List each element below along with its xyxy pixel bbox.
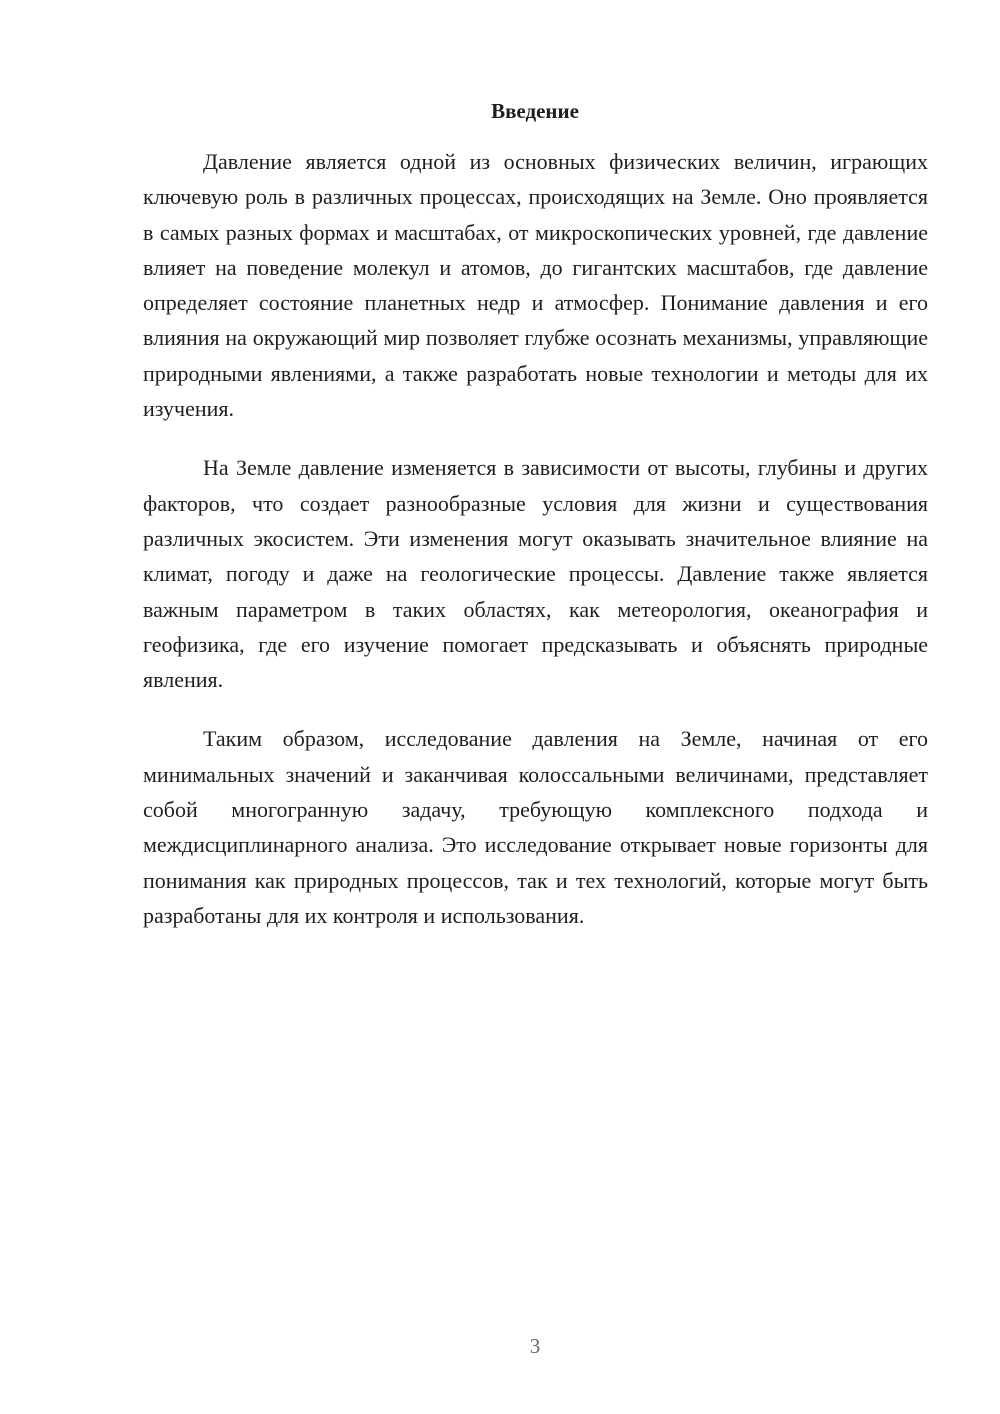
page-number: 3 xyxy=(529,1334,541,1358)
body-text xyxy=(143,144,928,957)
paragraph-2: На Земле давление изменяется в зависимости от высоты, глубины и других факторов, что создает разнообразные условия для жизни и существования различных экосистем. Эти изменения могут оказывать значительное влияние на климат, погоду и даже на геологические процессы. Давление также является важным параметром в таких областях, как метеорология, океанография и геофизика, где его изучение помогает предсказывать и объяснять природные явления. xyxy=(143,455,928,693)
paragraph-1: Давление является одной из основных физических величин, играющих ключевую роль в различных процессах, происходящих на Земле. Оно проявляется в самых разных формах и масштабах, от микроскопических уровней, где давление влияет на поведение молекул и атомов, до гигантских масштабов, где давление определяет состояние планетных недр и атмосфер. Понимание давления и его влияния на окружающий мир позволяет глубже осознать механизмы, управляющие природными явлениями, а также разработать новые технологии и методы для их изучения. xyxy=(143,149,928,422)
section-title: Введение xyxy=(491,99,579,123)
paragraph-3: Таким образом, исследование давления на Земле, начиная от его минимальных значений и заканчивая колоссальными величинами, представляет собой многогранную задачу, требующую комплексного подхода и междисциплинарного анализа. Это исследование открывает новые горизонты для понимания как природных процессов, так и тех технологий, которые могут быть разработаны для их контроля и использования. xyxy=(143,726,928,928)
